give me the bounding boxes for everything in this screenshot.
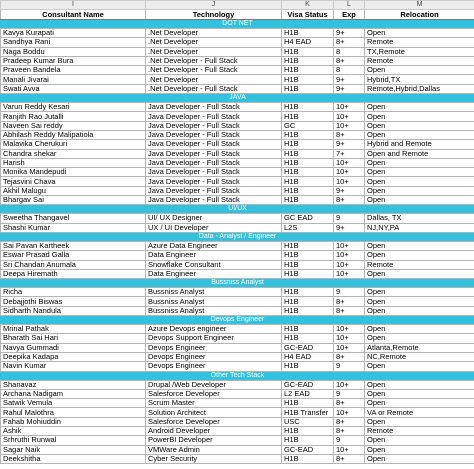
cell-visa-status[interactable]: H1B	[282, 186, 334, 195]
header-exp[interactable]: Exp	[334, 10, 365, 20]
cell-visa-status[interactable]: H1B Transfer	[282, 408, 334, 417]
cell-technology[interactable]: Bussniss Analyst	[146, 288, 282, 297]
cell-technology[interactable]: Java Developer - Full Stack	[146, 103, 282, 112]
cell-consultant-name[interactable]: Monika Mandepudi	[1, 168, 146, 177]
cell-exp[interactable]: 8+	[334, 417, 365, 426]
cell-consultant-name[interactable]: Mrinal Pathak	[1, 325, 146, 334]
cell-exp[interactable]: 8+	[334, 130, 365, 139]
cell-visa-status[interactable]: H1B	[282, 306, 334, 315]
cell-exp[interactable]: 8+	[334, 352, 365, 361]
section-title[interactable]: JAVA	[1, 94, 474, 103]
cell-visa-status[interactable]: H1B	[282, 241, 334, 250]
cell-consultant-name[interactable]: Shashi Kumar	[1, 223, 146, 232]
cell-consultant-name[interactable]: Ashik	[1, 426, 146, 435]
section-title[interactable]: Other Tech Stack	[1, 371, 474, 380]
cell-visa-status[interactable]: H1B	[282, 196, 334, 205]
cell-technology[interactable]: Java Developer - Full Stack	[146, 140, 282, 149]
cell-relocation[interactable]: Open	[365, 103, 474, 112]
cell-visa-status[interactable]: H4 EAD	[282, 352, 334, 361]
table-row	[1, 214, 474, 223]
cell-technology[interactable]: Java Developer - Full Stack	[146, 186, 282, 195]
table-row	[1, 140, 474, 149]
cell-consultant-name[interactable]: Malavika Cherukuri	[1, 140, 146, 149]
cell-visa-status[interactable]: L2S	[282, 223, 334, 232]
cell-relocation[interactable]: Open	[365, 389, 474, 398]
cell-relocation[interactable]: Open	[365, 399, 474, 408]
cell-consultant-name[interactable]: Rahul Malothra	[1, 408, 146, 417]
cell-visa-status[interactable]: H1B	[282, 29, 334, 38]
cell-technology[interactable]: UX / UI Developer	[146, 223, 282, 232]
cell-consultant-name[interactable]: Sri Chandan Anumala	[1, 260, 146, 269]
table-row	[1, 158, 474, 167]
cell-exp[interactable]: 9	[334, 436, 365, 445]
table-row	[1, 260, 474, 269]
cell-exp[interactable]: 8	[334, 66, 365, 75]
cell-visa-status[interactable]: H4 EAD	[282, 38, 334, 47]
cell-consultant-name[interactable]: Swati Avva	[1, 84, 146, 93]
section-row	[1, 205, 474, 214]
section-row	[1, 371, 474, 380]
cell-technology[interactable]: .Net Developer	[146, 75, 282, 84]
cell-consultant-name[interactable]: Tejasvini Chava	[1, 177, 146, 186]
cell-exp[interactable]: 10+	[334, 334, 365, 343]
cell-relocation[interactable]: Open	[365, 436, 474, 445]
cell-consultant-name[interactable]: Sagar Naik	[1, 445, 146, 454]
table-row	[1, 103, 474, 112]
cell-visa-status[interactable]: GC-EAD	[282, 445, 334, 454]
cell-visa-status[interactable]: H1B	[282, 426, 334, 435]
cell-visa-status[interactable]: H1B	[282, 260, 334, 269]
section-title[interactable]: UI/UX	[1, 205, 474, 214]
table-row	[1, 29, 474, 38]
cell-consultant-name[interactable]: Eswar Prasad Galla	[1, 251, 146, 260]
cell-consultant-name[interactable]: Sandhya Rani	[1, 38, 146, 47]
section-row	[1, 20, 474, 29]
table-row	[1, 223, 474, 232]
cell-consultant-name[interactable]: Satwik Vemula	[1, 399, 146, 408]
table-row	[1, 325, 474, 334]
table-row	[1, 389, 474, 398]
cell-relocation[interactable]: Open and Remote	[365, 149, 474, 158]
cell-technology[interactable]: Data Engineer	[146, 269, 282, 278]
cell-technology[interactable]: .Net Developer	[146, 29, 282, 38]
cell-exp[interactable]: 10+	[334, 241, 365, 250]
cell-relocation[interactable]: Hybrid,TX	[365, 75, 474, 84]
table-row	[1, 251, 474, 260]
cell-technology[interactable]: .Net Developer - Full Stack	[146, 84, 282, 93]
table-row	[1, 343, 474, 352]
cell-exp[interactable]: 9	[334, 214, 365, 223]
table-row	[1, 362, 474, 371]
cell-consultant-name[interactable]: Praveen Bandela	[1, 66, 146, 75]
cell-consultant-name[interactable]: Shanavaz	[1, 380, 146, 389]
cell-relocation[interactable]: Open	[365, 196, 474, 205]
cell-visa-status[interactable]: H1B	[282, 325, 334, 334]
cell-consultant-name[interactable]: Sidharth Nandula	[1, 306, 146, 315]
cell-relocation[interactable]: Open	[365, 251, 474, 260]
table-row	[1, 196, 474, 205]
cell-visa-status[interactable]: H1B	[282, 297, 334, 306]
cell-visa-status[interactable]: H1B	[282, 436, 334, 445]
column-letter-row	[1, 1, 474, 10]
column-letter-i[interactable]: I	[1, 1, 146, 10]
cell-visa-status[interactable]: H1B	[282, 140, 334, 149]
cell-visa-status[interactable]: H1B	[282, 399, 334, 408]
cell-technology[interactable]: Drupal /Web Developer	[146, 380, 282, 389]
cell-visa-status[interactable]: H1B	[282, 177, 334, 186]
cell-exp[interactable]: 9	[334, 288, 365, 297]
cell-exp[interactable]: 10+	[334, 445, 365, 454]
cell-exp[interactable]: 9	[334, 362, 365, 371]
cell-visa-status[interactable]: GC-EAD	[282, 380, 334, 389]
cell-consultant-name[interactable]: Naga Boddu	[1, 47, 146, 56]
cell-consultant-name[interactable]: Chandra shekar	[1, 149, 146, 158]
cell-technology[interactable]: .Net Developer	[146, 38, 282, 47]
cell-technology[interactable]: Android Developer	[146, 426, 282, 435]
table-row	[1, 47, 474, 56]
cell-relocation[interactable]: TX,Remote	[365, 47, 474, 56]
cell-visa-status[interactable]: H1B	[282, 168, 334, 177]
cell-consultant-name[interactable]: Pradeep Kumar Bura	[1, 56, 146, 65]
cell-relocation[interactable]: Dallas, TX	[365, 214, 474, 223]
cell-technology[interactable]: VMWare Admin	[146, 445, 282, 454]
table-row	[1, 380, 474, 389]
table-row	[1, 288, 474, 297]
cell-consultant-name[interactable]: Navya Gummadi	[1, 343, 146, 352]
cell-technology[interactable]: Azure Devops engineer	[146, 325, 282, 334]
cell-technology[interactable]: Salesforce Developer	[146, 417, 282, 426]
header-row	[1, 10, 474, 20]
cell-relocation[interactable]: Atlanta,Remote	[365, 343, 474, 352]
cell-visa-status[interactable]: H1B	[282, 251, 334, 260]
cell-visa-status[interactable]: H1B	[282, 84, 334, 93]
table-row	[1, 454, 474, 463]
cell-visa-status[interactable]: GC-EAD	[282, 343, 334, 352]
table-row	[1, 121, 474, 130]
cell-technology[interactable]: Java Developer - Full Stack	[146, 121, 282, 130]
table-row	[1, 38, 474, 47]
column-letter-l[interactable]: L	[334, 1, 365, 10]
cell-technology[interactable]: Java Developer - Full Stack	[146, 168, 282, 177]
cell-relocation[interactable]: Open	[365, 66, 474, 75]
cell-consultant-name[interactable]: Manali Jivarai	[1, 75, 146, 84]
cell-exp[interactable]: 10+	[334, 158, 365, 167]
cell-exp[interactable]: 10+	[334, 408, 365, 417]
cell-exp[interactable]: 7+	[334, 149, 365, 158]
cell-relocation[interactable]: NC,Remote	[365, 352, 474, 361]
cell-visa-status[interactable]: H1B	[282, 362, 334, 371]
table-row	[1, 436, 474, 445]
cell-exp[interactable]: 9	[334, 389, 365, 398]
cell-exp[interactable]: 10+	[334, 103, 365, 112]
cell-relocation[interactable]: Open	[365, 158, 474, 167]
cell-consultant-name[interactable]: Fahab Mohiuddin	[1, 417, 146, 426]
cell-consultant-name[interactable]: Harish	[1, 158, 146, 167]
cell-exp[interactable]: 10+	[334, 121, 365, 130]
cell-technology[interactable]: Salesforce Developer	[146, 389, 282, 398]
cell-technology[interactable]: Scrum Master	[146, 399, 282, 408]
cell-relocation[interactable]: Remote	[365, 426, 474, 435]
cell-relocation[interactable]: Open	[365, 362, 474, 371]
table-row	[1, 352, 474, 361]
cell-exp[interactable]: 9+	[334, 84, 365, 93]
section-title[interactable]: Bussniss Analyst	[1, 279, 474, 288]
table-row	[1, 306, 474, 315]
cell-relocation[interactable]: Open	[365, 288, 474, 297]
cell-exp[interactable]: 10+	[334, 112, 365, 121]
cell-relocation[interactable]: Open	[365, 130, 474, 139]
cell-relocation[interactable]: Open	[365, 454, 474, 463]
cell-exp[interactable]: 8	[334, 47, 365, 56]
table-row	[1, 168, 474, 177]
cell-consultant-name[interactable]: Debajjothi Biswas	[1, 297, 146, 306]
cell-technology[interactable]: Devops Engineer	[146, 343, 282, 352]
header-technology[interactable]: Technology	[146, 10, 282, 20]
section-row	[1, 232, 474, 241]
table-row	[1, 426, 474, 435]
cell-relocation[interactable]: Open	[365, 334, 474, 343]
cell-relocation[interactable]: Open	[365, 417, 474, 426]
cell-consultant-name[interactable]: Archana Nadigam	[1, 389, 146, 398]
header-consultant-name[interactable]: Consultant Name	[1, 10, 146, 20]
cell-technology[interactable]: Devops Engineer	[146, 352, 282, 361]
cell-relocation[interactable]: Open	[365, 186, 474, 195]
cell-exp[interactable]: 9+	[334, 186, 365, 195]
header-visa-status[interactable]: Visa Status	[282, 10, 334, 20]
cell-consultant-name[interactable]: Richa	[1, 288, 146, 297]
cell-visa-status[interactable]: GC EAD	[282, 214, 334, 223]
table-row	[1, 241, 474, 250]
cell-exp[interactable]: 10+	[334, 343, 365, 352]
cell-consultant-name[interactable]: Srhruthi Runwal	[1, 436, 146, 445]
column-letter-m[interactable]: M	[365, 1, 474, 10]
section-row	[1, 94, 474, 103]
cell-exp[interactable]: 10+	[334, 325, 365, 334]
cell-visa-status[interactable]: H1B	[282, 149, 334, 158]
cell-consultant-name[interactable]: Bhargav Sai	[1, 196, 146, 205]
table-row	[1, 149, 474, 158]
cell-visa-status[interactable]: H1B	[282, 158, 334, 167]
cell-relocation[interactable]: Open	[365, 306, 474, 315]
cell-exp[interactable]: 10+	[334, 177, 365, 186]
cell-consultant-name[interactable]: Navin Kumar	[1, 362, 146, 371]
cell-exp[interactable]: 8+	[334, 297, 365, 306]
cell-consultant-name[interactable]: Deepa Hiremath	[1, 269, 146, 278]
cell-exp[interactable]: 8+	[334, 426, 365, 435]
cell-consultant-name[interactable]: Varun Reddy Kesari	[1, 103, 146, 112]
cell-technology[interactable]: PowerBI Developer	[146, 436, 282, 445]
cell-technology[interactable]: Snowflake Consultant	[146, 260, 282, 269]
table-row	[1, 445, 474, 454]
cell-visa-status[interactable]: H1B	[282, 112, 334, 121]
cell-visa-status[interactable]: H1B	[282, 288, 334, 297]
cell-exp[interactable]: 10+	[334, 380, 365, 389]
cell-relocation[interactable]: Remote	[365, 260, 474, 269]
table-row	[1, 269, 474, 278]
header-relocation[interactable]: Relocation	[365, 10, 474, 20]
cell-consultant-name[interactable]: Akhil Malugu	[1, 186, 146, 195]
cell-technology[interactable]: Devops Engineer	[146, 362, 282, 371]
table-row	[1, 186, 474, 195]
section-row	[1, 316, 474, 325]
table-row	[1, 75, 474, 84]
table-row	[1, 417, 474, 426]
cell-consultant-name[interactable]: Bharath Sai Hari	[1, 334, 146, 343]
cell-technology[interactable]: Java Developer - Full Stack	[146, 130, 282, 139]
cell-technology[interactable]: Bussniss Analyst	[146, 297, 282, 306]
cell-technology[interactable]: Solution Architect	[146, 408, 282, 417]
cell-relocation[interactable]: Remote	[365, 56, 474, 65]
cell-technology[interactable]: UI/ UX Designer	[146, 214, 282, 223]
cell-exp[interactable]: 8+	[334, 196, 365, 205]
cell-exp[interactable]: 8+	[334, 38, 365, 47]
cell-relocation[interactable]: Open	[365, 241, 474, 250]
cell-relocation[interactable]: NJ,NY,PA	[365, 223, 474, 232]
column-letter-k[interactable]: K	[282, 1, 334, 10]
cell-consultant-name[interactable]: Abhilash Reddy Malipatiola	[1, 130, 146, 139]
cell-exp[interactable]: 10+	[334, 269, 365, 278]
cell-relocation[interactable]: Open	[365, 297, 474, 306]
cell-technology[interactable]: Java Developer - Full Stack	[146, 196, 282, 205]
cell-technology[interactable]: Devops Support Engineer	[146, 334, 282, 343]
cell-visa-status[interactable]: L2 EAD	[282, 389, 334, 398]
cell-consultant-name[interactable]: Naveen Sai reddy	[1, 121, 146, 130]
cell-technology[interactable]: Data Engineer	[146, 251, 282, 260]
table-row	[1, 112, 474, 121]
cell-exp[interactable]: 8+	[334, 399, 365, 408]
table-row	[1, 56, 474, 65]
table-row	[1, 130, 474, 139]
section-row	[1, 279, 474, 288]
cell-consultant-name[interactable]: Sai Pavan Kartheek	[1, 241, 146, 250]
cell-visa-status[interactable]: H1B	[282, 66, 334, 75]
cell-relocation[interactable]: Open	[365, 168, 474, 177]
cell-consultant-name[interactable]: Sweetha Thangavel	[1, 214, 146, 223]
table-row	[1, 84, 474, 93]
table-row	[1, 297, 474, 306]
section-title[interactable]: Data - Analyst / Engineer	[1, 232, 474, 241]
cell-exp[interactable]: 9+	[334, 140, 365, 149]
cell-exp[interactable]: 8+	[334, 306, 365, 315]
cell-visa-status[interactable]: H1B	[282, 103, 334, 112]
cell-consultant-name[interactable]: Deekshitha	[1, 454, 146, 463]
cell-relocation[interactable]: Open	[365, 112, 474, 121]
cell-relocation[interactable]: Open	[365, 121, 474, 130]
cell-relocation[interactable]: Open	[365, 325, 474, 334]
cell-relocation[interactable]: Open	[365, 29, 474, 38]
cell-visa-status[interactable]: GC	[282, 121, 334, 130]
cell-visa-status[interactable]: H1B	[282, 269, 334, 278]
cell-visa-status[interactable]: H1B	[282, 75, 334, 84]
table-row	[1, 408, 474, 417]
table-row	[1, 177, 474, 186]
cell-visa-status[interactable]: H1B	[282, 47, 334, 56]
section-title[interactable]: DOT NET	[1, 20, 474, 29]
table-row	[1, 334, 474, 343]
cell-visa-status[interactable]: USC	[282, 417, 334, 426]
table-row	[1, 66, 474, 75]
cell-exp[interactable]: 9+	[334, 75, 365, 84]
table-row	[1, 399, 474, 408]
column-letter-j[interactable]: J	[146, 1, 282, 10]
cell-technology[interactable]: .Net Developer	[146, 47, 282, 56]
cell-consultant-name[interactable]: Ranjith Rao Jutalli	[1, 112, 146, 121]
cell-consultant-name[interactable]: Kavya Kurapati	[1, 29, 146, 38]
cell-relocation[interactable]: Open	[365, 445, 474, 454]
cell-visa-status[interactable]: H1B	[282, 454, 334, 463]
cell-technology[interactable]: Cyber Security	[146, 454, 282, 463]
cell-technology[interactable]: Java Developer - Full Stack	[146, 158, 282, 167]
cell-exp[interactable]: 10+	[334, 168, 365, 177]
cell-technology[interactable]: Bussniss Analyst	[146, 306, 282, 315]
cell-technology[interactable]: .Net Developer - Full Stack	[146, 56, 282, 65]
cell-exp[interactable]: 10+	[334, 260, 365, 269]
cell-visa-status[interactable]: H1B	[282, 334, 334, 343]
cell-exp[interactable]: 8+	[334, 454, 365, 463]
cell-consultant-name[interactable]: Deepika Kadapa	[1, 352, 146, 361]
cell-exp[interactable]: 9+	[334, 223, 365, 232]
cell-technology[interactable]: Azure Data Engineer	[146, 241, 282, 250]
cell-exp[interactable]: 8+	[334, 56, 365, 65]
cell-technology[interactable]: Java Developer - Full Stack	[146, 112, 282, 121]
cell-relocation[interactable]: VA or Remote	[365, 408, 474, 417]
cell-visa-status[interactable]: H1B	[282, 130, 334, 139]
cell-relocation[interactable]: Hybrid and Remote	[365, 140, 474, 149]
cell-relocation[interactable]: Remote	[365, 38, 474, 47]
cell-exp[interactable]: 9+	[334, 29, 365, 38]
cell-relocation[interactable]: Open	[365, 269, 474, 278]
cell-visa-status[interactable]: H1B	[282, 56, 334, 65]
cell-technology[interactable]: Java Developer - Full Stack	[146, 149, 282, 158]
cell-relocation[interactable]: Open	[365, 177, 474, 186]
cell-exp[interactable]: 10+	[334, 251, 365, 260]
cell-technology[interactable]: .Net Developer - Full Stack	[146, 66, 282, 75]
cell-relocation[interactable]: Open	[365, 380, 474, 389]
section-title[interactable]: Devops Engineer	[1, 316, 474, 325]
cell-technology[interactable]: Java Developer - Full Stack	[146, 177, 282, 186]
cell-relocation[interactable]: Remote,Hybrid,Dallas	[365, 84, 474, 93]
